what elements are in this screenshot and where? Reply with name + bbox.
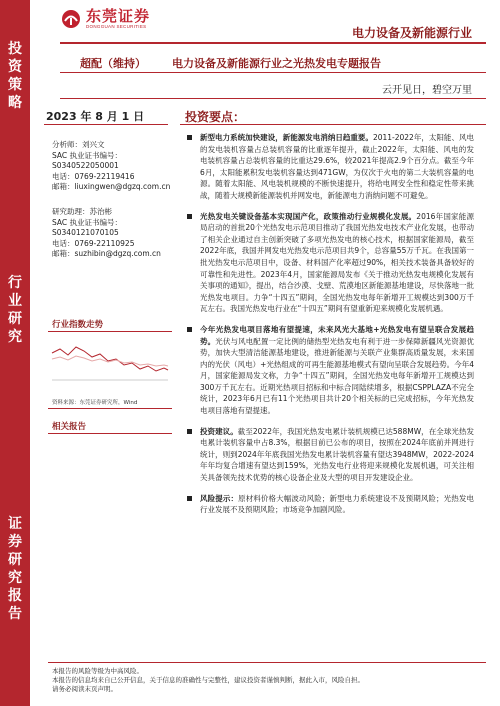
key-point-item: 风险提示：原材料价格大幅波动风险；新型电力系统建设不及预期风险；光热发电行业发展不及预期风险；市场竞争加剧风险。 (186, 493, 474, 516)
bullet-square-icon (187, 496, 192, 501)
left-sidebar (0, 0, 30, 706)
trend-title-underline (48, 331, 172, 332)
report-date: 2023 年 8 月 1 日 (46, 110, 145, 123)
sidebar-label-securities-report: 证 券 研 究 报 告 (8, 516, 22, 622)
bullet-square-icon (187, 135, 192, 140)
trend-bottom-divider (48, 408, 172, 409)
bullet-square-icon (187, 327, 192, 332)
footer-divider (48, 662, 486, 663)
key-point-item: 新型电力系统加快建设，新能源发电消纳日趋重要。2011-2022年，太阳能、风电的发电装机容量占总装机容量的比重逐年提升，截止2022年，太阳能、风电的发电装机容量占总装机容量的比重达29.6%，较2021年提高2.9个百分点。截至今年6月，太阳能累积发电装机容量达到471GW，为仅次于火电的第二大装机容量的电源。随着太阳能、风电装机规模的不断快速提升，将给电网安全性和稳定性带来挑战，随着大规模新能源装机并网发电，新能源电力消纳问题不可避免。 (186, 132, 474, 202)
industry-index-chart (50, 335, 170, 390)
key-point-item: 今年光热发电项目落地有望提速，未来风光大基地+光热发电有望呈联合发展趋势。光伏与风电配置一定比例的储热型光热发电有利于进一步保障新疆风光资源优势，加快大型清洁能源基地建设，推进新能源与关联产业集群高质量发展，未来国内的光伏（风电）+光热组成的可再生能源基地模式有望向呈联合发展趋势。今年4月，国家能源局发文称，力争“十四五”期间，全国光热发电每年新增开工规模达到300万千瓦左右。近期光热项目招标和中标合同陆续增多，根据CSPPLAZA不完全统计，2023年6月已有11个光热项目共计20个相关标的已完成招标，今年光热发电项目落地有望提速。 (186, 324, 474, 417)
logo-chinese-name: 东莞证券 (86, 7, 151, 25)
logo-emblem-icon (60, 9, 82, 29)
subtitle-divider (60, 98, 486, 99)
header-divider (60, 42, 486, 44)
related-title-underline (48, 433, 172, 434)
analyst-info: 分析师：刘兴文 SAC 执业证书编号： S0340522050001 电话：0769-22119416 邮箱：liuxingwen@dgzq.com.cn (52, 140, 171, 191)
logo-english-name: DONGGUAN SECURITIES (86, 24, 147, 29)
key-point-item: 光热发电关键设备基本实现国产化，政策推动行业规模化发展。2016年国家能源局启动的首批20个光热发电示范项目推动了我国光热发电技术产业化发展，也带动了相关企业通过自主创新突破了多项光热发电的核心技术，根据国家能源局，截至2022年底，我国并网发电光热发电示范项目共9个，总容量55万千瓦。在我国第一批光热发电示范项目中，设备、材料国产化率超过90%，相关技术装备具备较好的可靠性和先进性。2023年4月，国家能源局发布《关于推动光热发电规模化发展有关事项的通知》，提出，结合沙漠、戈壁、荒漠地区新能源基地建设，尽快落地一批光热发电项目。力争“十四五”期间，全国光热发电每年新增开工规模达到300万千瓦左右。我国光热发电行业在“十四五”期间有望重新迎来规模化发展机遇。 (186, 211, 474, 315)
bullet-square-icon (187, 429, 192, 434)
industry-header: 电力设备及新能源行业 (351, 26, 472, 40)
chart-source-note: 资料来源：东莞证券研究所，Wind (52, 400, 138, 406)
bullet-square-icon (187, 214, 192, 219)
key-points-list (186, 132, 474, 525)
sidebar-label-industry-research: 行 业 研 究 (8, 275, 22, 345)
title-divider (60, 72, 486, 73)
report-subtitle: 云开见日，碧空万里 (382, 85, 472, 96)
series-csi300-line (52, 356, 168, 366)
sidebar-label-investment-strategy: 投 资 策 略 (8, 41, 22, 111)
key-points-underline (180, 124, 486, 125)
research-assistant-info: 研究助理：苏治彬 SAC 执业证书编号： S0340121070105 电话：0769-22110925 邮箱：suzhibin@dgzq.com.cn (52, 207, 161, 258)
report-title: 电力设备及新能源行业之光热发电专题报告 (172, 57, 381, 70)
rating-label: 超配（维持） (80, 57, 146, 70)
trend-section-title: 行业指数走势 (52, 320, 104, 330)
key-points-title: 投资要点： (185, 110, 246, 124)
key-point-item: 投资建议。截至2022年，我国光热发电累计装机规模已达588MW，在全球光热发电累计装机容量中占8.3%，根据目前已公布的项目，按照在2024年底前并网进行统计，则到2024年年底我国光热发电累计装机容量有望达3948MW，2022-2024年年均复合增速有望达到159%，光热发电行业将迎来规模化发展机遇，可关注相关具备领先技术优势的核心设备企业及大型的项目开发建设企业。 (186, 426, 474, 484)
footer-disclaimer: 本报告的风险等级为中高风险。 本报告的信息均来自已公开信息，关于信息的准确性与完整性，建议投资者谨慎判断，据此入市，风险自担。 请务必阅读末页声明。 (52, 667, 364, 694)
date-underline (44, 124, 168, 125)
company-logo (60, 8, 150, 29)
related-reports-title: 相关报告 (52, 422, 87, 432)
